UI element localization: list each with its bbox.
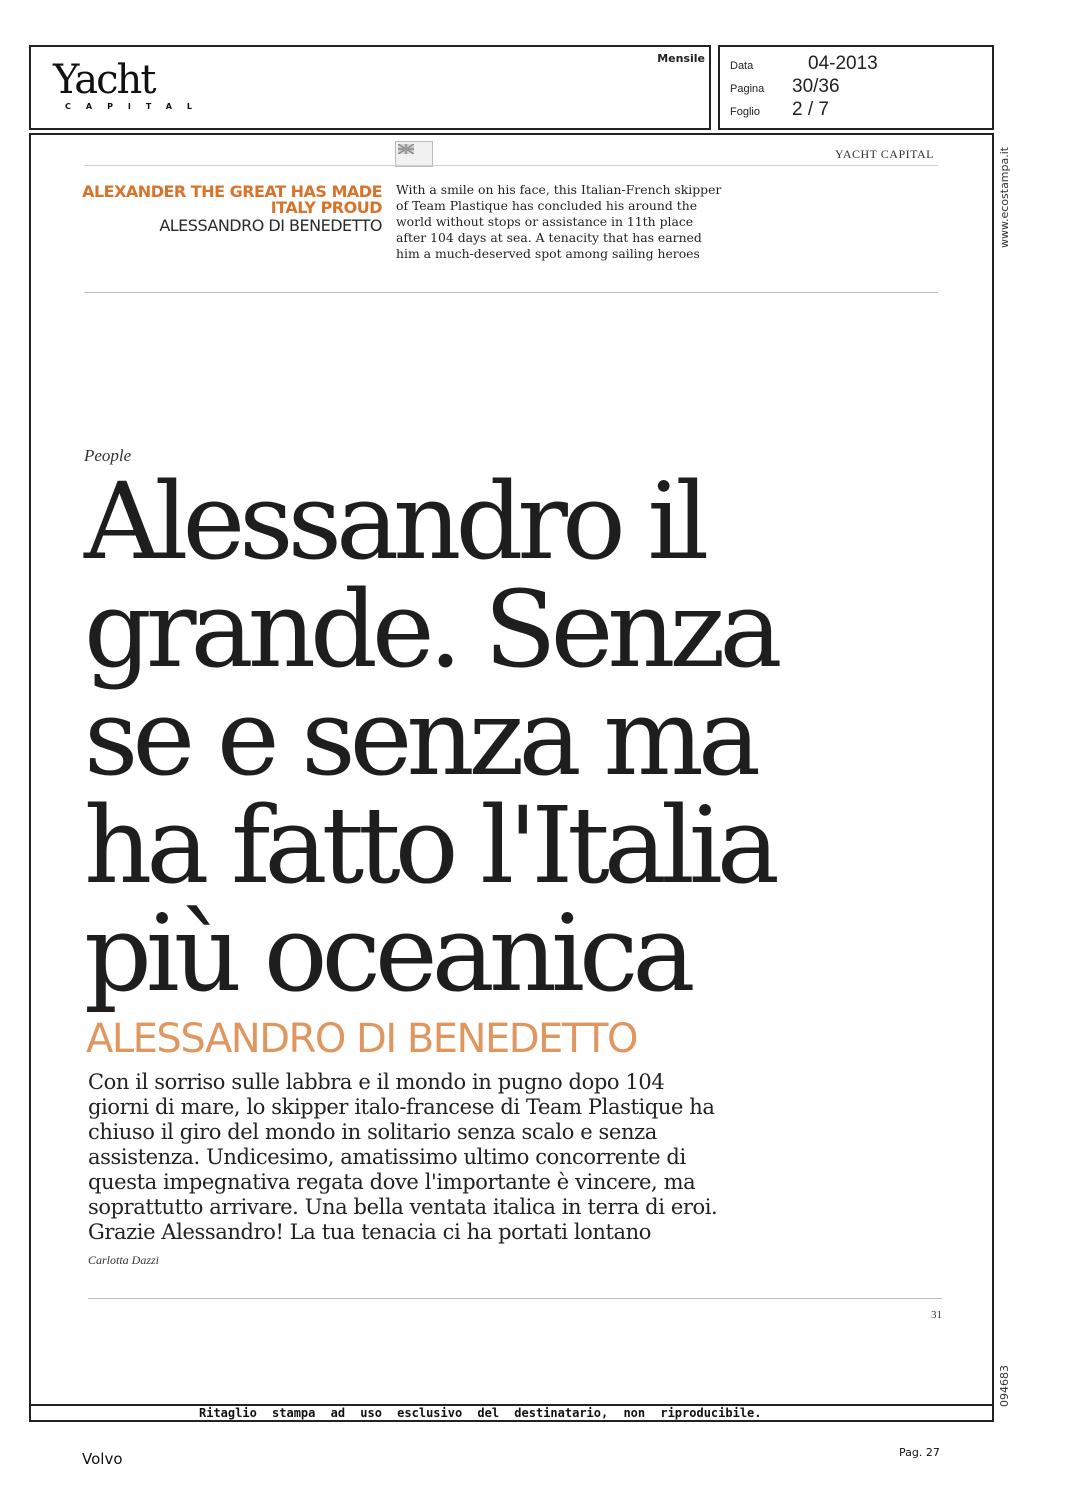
body-line: giorni di mare, lo skipper italo-francese di Team Plastique ha (88, 1095, 715, 1119)
english-title (82, 184, 382, 216)
foglio-value: 2 / 7 (792, 99, 829, 120)
headline-line-4: ha fatto l'Italia (84, 784, 774, 907)
logo-subtitle: CAPITAL (65, 102, 208, 111)
client-name: Volvo (82, 1450, 123, 1468)
magazine-page-number: 31 (931, 1309, 942, 1321)
english-title-line-1: ALEXANDER THE GREAT HAS MADE (82, 182, 382, 201)
meta-pagina-row (730, 76, 840, 98)
uk-flag-graphic (398, 144, 414, 154)
body-line: questa impegnativa regata dove l'importante è vincere, ma (88, 1170, 696, 1194)
section-label: People (84, 446, 132, 465)
bottom-rule (88, 1298, 942, 1299)
headline-line-2: grande. Senza (84, 568, 777, 691)
code-vertical: 094683 (998, 1365, 1011, 1407)
top-rule (84, 165, 938, 166)
body-line: soprattutto arrivare. Una bella ventata italica in terra di eroi. (88, 1195, 718, 1219)
article-author: ALESSANDRO DI BENEDETTO (86, 1016, 637, 1062)
masthead-box (29, 45, 711, 130)
reproduction-notice: Ritaglio stampa ad uso esclusivo del destinatario, non riproducibile. (199, 1406, 762, 1420)
body-line: assistenza. Undicesimo, amatissimo ultimo concorrente di (88, 1145, 686, 1169)
english-title-line-2: ITALY PROUD (270, 198, 382, 217)
photo-credit: Carlotta Dazzi (88, 1253, 160, 1267)
body-line: Grazie Alessandro! La tua tenacia ci ha portati lontano (88, 1220, 652, 1244)
pagina-label: Pagina (730, 83, 765, 95)
meta-box (718, 45, 994, 130)
foglio-label: Foglio (730, 106, 760, 118)
body-line: chiuso il giro del mondo in solitario senza scalo e senza (88, 1120, 657, 1144)
pagina-value: 30/36 (792, 76, 840, 97)
data-label: Data (730, 60, 754, 72)
article-body (88, 1070, 808, 1245)
data-value: 04-2013 (808, 53, 878, 74)
website-vertical: www.ecostampa.it (998, 146, 1011, 248)
frequency-label: Mensile (657, 52, 705, 65)
clipping-page-number: Pag. 27 (899, 1446, 940, 1459)
headline-line-5: più oceanica (84, 892, 690, 1015)
summary-rule (84, 292, 938, 293)
headline-line-1: Alessandro il (84, 460, 704, 583)
english-author: ALESSANDRO DI BENEDETTO (159, 216, 382, 235)
body-line: Con il sorriso sulle labbra e il mondo in pugno dopo 104 (88, 1070, 665, 1094)
yacht-capital-logo: Yacht (53, 57, 155, 103)
uk-flag-icon (395, 141, 433, 167)
meta-data-row (730, 53, 878, 75)
running-head: YACHT CAPITAL (835, 147, 934, 161)
meta-foglio-row (730, 99, 829, 121)
headline (84, 460, 777, 1015)
english-summary: With a smile on his face, this Italian-French skipper of Team Plastique has concluded his around the world without stops or assistance in 11th place after 104 days at sea. A tenacity that has earned him a much-deserved spot among sailing heroes (396, 182, 722, 261)
headline-line-3: se e senza ma (84, 676, 756, 799)
